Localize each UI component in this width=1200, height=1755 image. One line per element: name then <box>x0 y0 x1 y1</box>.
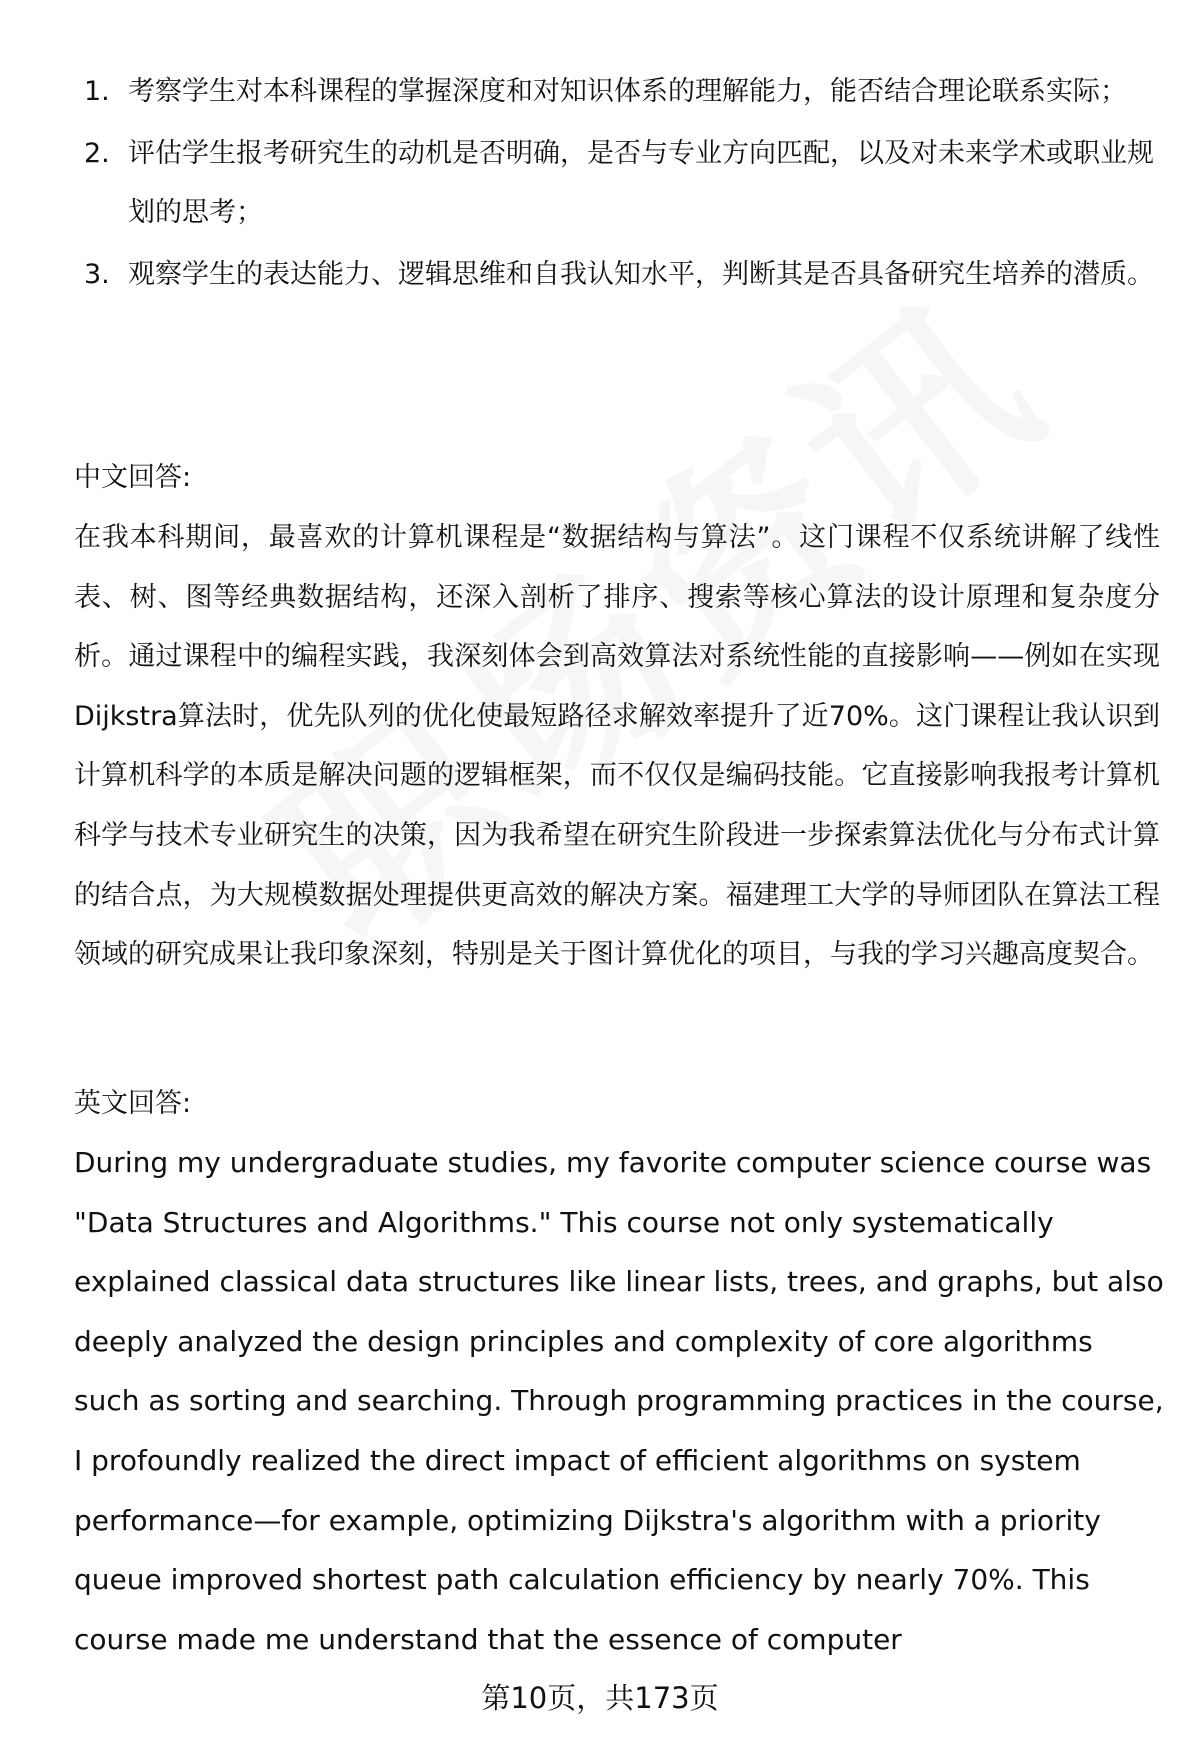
list-item-number: 2. <box>84 138 110 169</box>
english-answer-label: 英文回答: <box>74 1088 192 1119</box>
list-item-text: 观察学生的表达能力、逻辑思维和自我认知水平，判断其是否具备研究生培养的潜质。 <box>128 259 1154 290</box>
list-item-number: 3. <box>84 259 110 290</box>
page-number-footer: 第10页，共173页 <box>481 1681 719 1715</box>
criteria-list <box>74 62 1154 307</box>
english-answer-text: During my undergraduate studies, my favorite computer science course was "Data Structures and Algorithms." This course not only systematically explained classical data structures like linear lists, trees, and graphs, but also deeply analyzed the design principles and complexity of core algorithms such as sorting and searching. Through programming practices in the course, I profoundly realized the direct impact of efficient algorithms on system performance—for example, optimizing Dijkstra's algorithm with a priority queue improved shortest path calculation efficiency by nearly 70%. This course made me understand that the essence of computer <box>74 1146 1164 1656</box>
list-item <box>74 62 1154 121</box>
list-item <box>74 245 1154 304</box>
list-item-text: 考察学生对本科课程的掌握深度和对知识体系的理解能力，能否结合理论联系实际； <box>128 76 1127 107</box>
chinese-answer-text: 在我本科期间，最喜欢的计算机课程是“数据结构与算法”。这门课程不仅系统讲解了线性表、树、图等经典数据结构，还深入剖析了排序、搜索等核心算法的设计原理和复杂度分析。通过课程中的编程实践，我深刻体会到高效算法对系统性能的直接影响——例如在实现Dijkstra算法时，优先队列的优化使最短路径求解效率提升了近70%。这门课程让我认识到计算机科学的本质是解决问题的逻辑框架，而不仅仅是编码技能。它直接影响我报考计算机科学与技术专业研究生的决策，因为我希望在研究生阶段进一步探索算法优化与分布式计算的结合点，为大规模数据处理提供更高效的解决方案。福建理工大学的导师团队在算法工程领域的研究成果让我印象深刻，特别是关于图计算优化的项目，与我的学习兴趣高度契合。 <box>74 522 1160 971</box>
list-item-number: 1. <box>84 76 110 107</box>
chinese-answer-label: 中文回答: <box>74 462 192 493</box>
list-item <box>74 124 1154 242</box>
list-item-text: 评估学生报考研究生的动机是否明确，是否与专业方向匹配，以及对未来学术或职业规划的思考； <box>128 138 1154 228</box>
